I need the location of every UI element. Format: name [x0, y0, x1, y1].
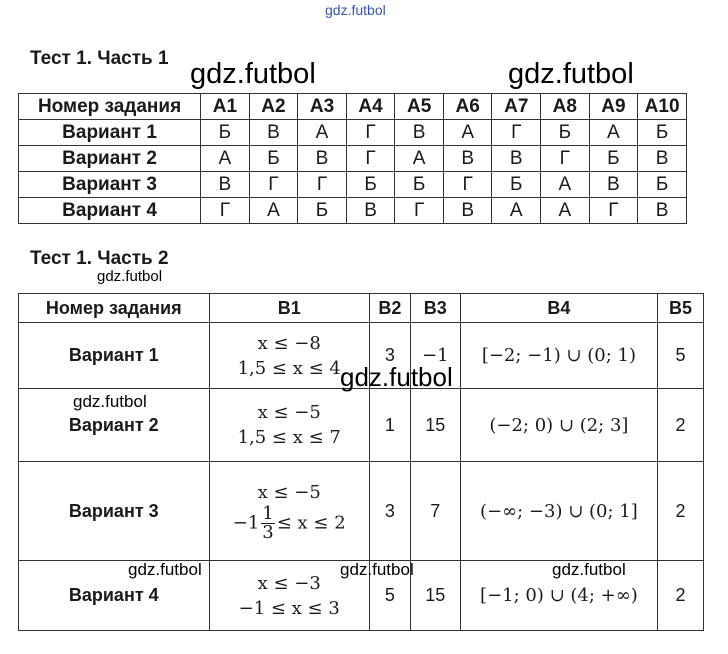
answer-cell: А: [589, 120, 638, 146]
table-row: [19, 172, 687, 198]
header-cell: B5: [658, 294, 704, 323]
table-row: [19, 120, 687, 146]
b1-line: 1,5 ≤ x ≤ 7: [237, 427, 341, 448]
header-cell: A3: [298, 94, 347, 120]
row-label: Вариант 2: [19, 146, 201, 172]
answer-cell: Г: [395, 198, 444, 224]
answer-cell: Г: [249, 172, 298, 198]
answer-cell: Б: [541, 120, 590, 146]
b1-line: −1 ≤ x ≤ 3: [238, 597, 340, 619]
fraction-denominator: 3: [262, 522, 274, 543]
header-cell: A9: [589, 94, 638, 120]
b1-prefix: −1: [232, 512, 260, 534]
header-cell: A2: [249, 94, 298, 120]
watermark-large-left: gdz.futbol: [190, 58, 316, 90]
row-label: Вариант 4: [19, 561, 210, 631]
row-label: Вариант 1: [19, 120, 201, 146]
header-cell: A1: [201, 94, 250, 120]
answer-cell: В: [395, 120, 444, 146]
watermark-top: gdz.futbol: [325, 2, 386, 18]
answer-cell: А: [395, 146, 444, 172]
b5-answer: 5: [658, 323, 704, 389]
answer-cell: Б: [346, 172, 395, 198]
watermark-small: gdz.futbol: [97, 268, 163, 285]
b2-answer: 1: [369, 389, 410, 462]
answer-cell: Г: [346, 146, 395, 172]
answer-cell: В: [589, 172, 638, 198]
answer-cell: Б: [492, 172, 541, 198]
b4-answer: [−2; −1) ∪ (0; 1): [460, 323, 657, 389]
b1-line: x ≤ −5: [257, 482, 321, 503]
answer-cell: А: [201, 146, 250, 172]
b1-suffix: ≤ x ≤ 2: [276, 512, 346, 534]
table-row: [19, 198, 687, 224]
watermark-small: gdz.futbol: [552, 560, 626, 579]
row-label: Вариант 2: [19, 389, 210, 462]
answer-cell: В: [638, 146, 687, 172]
answer-cell: А: [249, 198, 298, 224]
answer-cell: В: [201, 172, 250, 198]
row-label: Вариант 3: [19, 462, 210, 561]
answer-cell: Б: [589, 146, 638, 172]
header-cell: A8: [541, 94, 590, 120]
row-label: Вариант 1: [19, 323, 210, 389]
b3-answer: 7: [410, 462, 460, 561]
b2-answer: 3: [369, 462, 410, 561]
answer-cell: Г: [298, 172, 347, 198]
answer-cell: Б: [638, 172, 687, 198]
row-label: Вариант 3: [19, 172, 201, 198]
b5-answer: 2: [658, 389, 704, 462]
header-cell: B4: [460, 294, 657, 323]
b1-line: x ≤ −8: [257, 332, 321, 354]
b5-answer: 2: [658, 462, 704, 561]
answer-cell: А: [443, 120, 492, 146]
header-cell: B3: [410, 294, 460, 323]
header-cell: Номер задания: [19, 294, 210, 323]
header-cell: A6: [443, 94, 492, 120]
b5-answer: 2: [658, 561, 704, 631]
header-cell: A7: [492, 94, 541, 120]
row-label: Вариант 4: [19, 198, 201, 224]
b1-line: x ≤ −3: [257, 572, 321, 594]
fraction: [261, 505, 274, 542]
part1-title: Тест 1. Часть 1: [30, 48, 169, 69]
answer-cell: А: [492, 198, 541, 224]
answer-cell: В: [492, 146, 541, 172]
part2-title: Тест 1. Часть 2: [30, 248, 169, 269]
b2-answer: 3: [369, 323, 410, 389]
b4-answer: (−∞; −3) ∪ (0; 1]: [460, 462, 657, 561]
answer-cell: Б: [249, 146, 298, 172]
answer-cell: В: [346, 198, 395, 224]
answer-cell: Г: [492, 120, 541, 146]
b3-answer: 15: [410, 561, 460, 631]
header-cell: B2: [369, 294, 410, 323]
header-cell: Номер задания: [19, 94, 201, 120]
b1-answer: [209, 389, 369, 462]
answer-cell: В: [249, 120, 298, 146]
b4-answer: [−1; 0) ∪ (4; +∞): [460, 561, 657, 631]
fraction-numerator: 1: [262, 503, 274, 524]
part2-answer-table: [18, 293, 704, 631]
b2-answer: 5: [369, 561, 410, 631]
b3-answer: 15: [410, 389, 460, 462]
header-cell: A5: [395, 94, 444, 120]
b1-answer: [209, 462, 369, 561]
watermark-small: gdz.futbol: [73, 392, 147, 411]
b1-line: 1,5 ≤ x ≤ 4: [237, 357, 341, 379]
header-cell: B1: [209, 294, 369, 323]
header-cell: A10: [638, 94, 687, 120]
answer-cell: Г: [201, 198, 250, 224]
watermark-small: gdz.futbol: [340, 560, 414, 579]
part1-answer-table: [18, 93, 687, 224]
answer-cell: Г: [443, 172, 492, 198]
table-header-row: [19, 94, 687, 120]
b3-answer: −1: [410, 323, 460, 389]
answer-cell: Б: [638, 120, 687, 146]
watermark-mid: gdz.futbol: [340, 362, 453, 392]
answer-cell: Г: [346, 120, 395, 146]
answer-cell: В: [298, 146, 347, 172]
answer-cell: А: [541, 198, 590, 224]
answer-cell: В: [443, 146, 492, 172]
answer-cell: В: [443, 198, 492, 224]
answer-cell: Г: [541, 146, 590, 172]
watermark-small: gdz.futbol: [128, 560, 202, 579]
b1-line: [210, 505, 369, 542]
answer-cell: В: [638, 198, 687, 224]
answer-cell: Б: [298, 198, 347, 224]
header-cell: A4: [346, 94, 395, 120]
watermark-large-right: gdz.futbol: [508, 58, 634, 90]
table-row: [19, 462, 704, 561]
b4-answer: (−2; 0) ∪ (2; 3]: [460, 389, 657, 462]
answer-cell: Б: [395, 172, 444, 198]
table-header-row: [19, 294, 704, 323]
table-row: [19, 146, 687, 172]
answer-cell: Б: [201, 120, 250, 146]
answer-cell: А: [298, 120, 347, 146]
b1-line: x ≤ −5: [257, 402, 321, 423]
answer-cell: Г: [589, 198, 638, 224]
answer-cell: А: [541, 172, 590, 198]
